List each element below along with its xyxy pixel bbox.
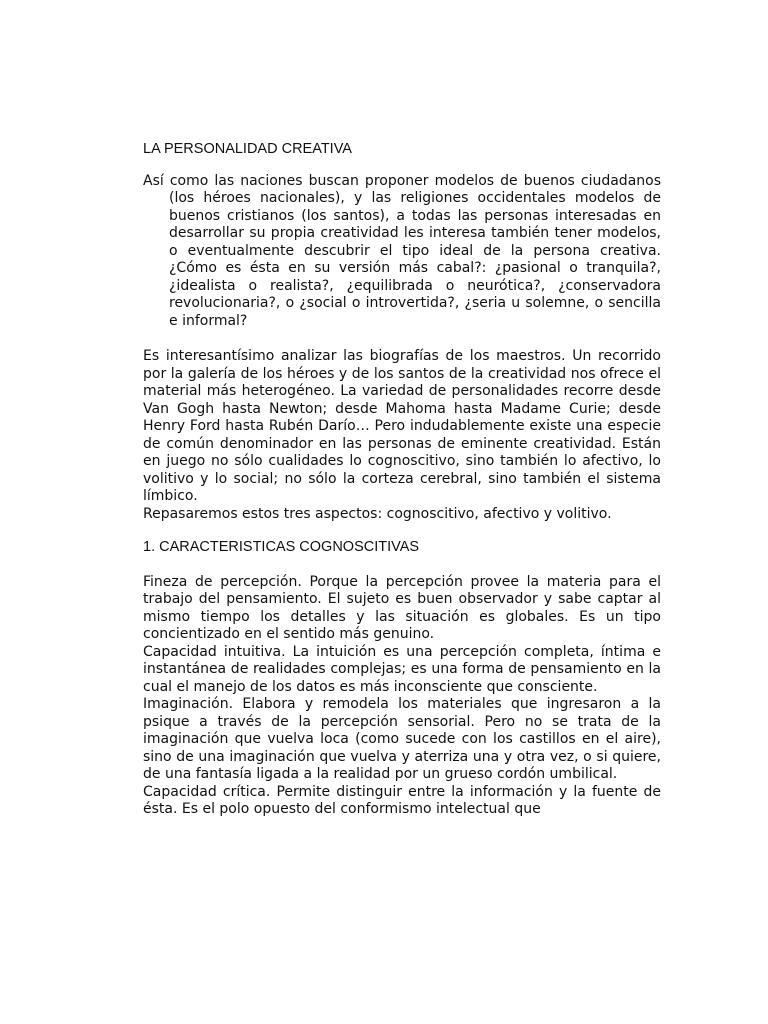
- intro-paragraph: Así como las naciones buscan proponer modelos de buenos ciudadanos (los héroes nacionales), y las religiones occidentales modelos de buenos cristianos (los santos), a todas las personas interesadas en desarrollar su propia creatividad les interesa también tener modelos, o eventualmente descubrir el tipo ideal de la persona creativa. ¿Cómo es ésta en su versión más cabal?: ¿pasional o tranquila?, ¿idealista o realista?, ¿equilibrada o neurótica?, ¿conservadora revolucionaria?, o ¿social o introvertida?, ¿seria u solemne, o sencilla e informal?: [143, 172, 661, 329]
- item-capacidad-critica: Capacidad crítica. Permite distinguir entre la información y la fuente de ésta. Es el polo opuesto del conformismo intelectual que: [143, 783, 661, 817]
- document-body: [143, 141, 661, 819]
- paragraph-biographies: Es interesantísimo analizar las biografías de los maestros. Un recorrido por la galería de los héroes y de los santos de la creatividad nos ofrece el material más heterogéneo. La variedad de personalidades recorre desde Van Gogh hasta Newton; desde Mahoma hasta Madame Curie; desde Henry Ford hasta Rubén Darío… Pero indudablemente existe una especie de común denominador en las personas de eminente creatividad. Están en juego no sólo cualidades lo cognoscitivo, sino también lo afectivo, lo volitivo y lo social; no sólo la corteza cerebral, sino también el sistema límbico.: [143, 348, 661, 504]
- item-imaginacion: Imaginación. Elabora y remodela los materiales que ingresaron a la psique a través de la percepción sensorial. Pero no se trata de la imaginación que vuelva loca (como sucede con los castillos en el aire), sino de una imaginación que vuelva y aterriza una y otra vez, o si quiere, de una fantasía ligada a la realidad por un grueso cordón umbilical.: [143, 696, 661, 782]
- paragraph-aspects: Repasaremos estos tres aspectos: cognoscitivo, afectivo y volitivo.: [143, 505, 612, 522]
- document-title: LA PERSONALIDAD CREATIVA: [143, 141, 352, 157]
- item-capacidad-intuitiva: Capacidad intuitiva. La intuición es una percepción completa, íntima e instantánea de realidades complejas; es una forma de pensamiento en la cual el manejo de los datos es más inconsciente que consciente.: [143, 643, 661, 695]
- section-heading-cognitive: 1. CARACTERISTICAS COGNOSCITIVAS: [143, 539, 420, 555]
- item-fineza-percepcion: Fineza de percepción. Porque la percepción provee la materia para el trabajo del pensamiento. El sujeto es buen observador y sabe captar al mismo tiempo los detalles y las situación es globales. Es un tipo concientizado en el sentido más genuino.: [143, 573, 661, 642]
